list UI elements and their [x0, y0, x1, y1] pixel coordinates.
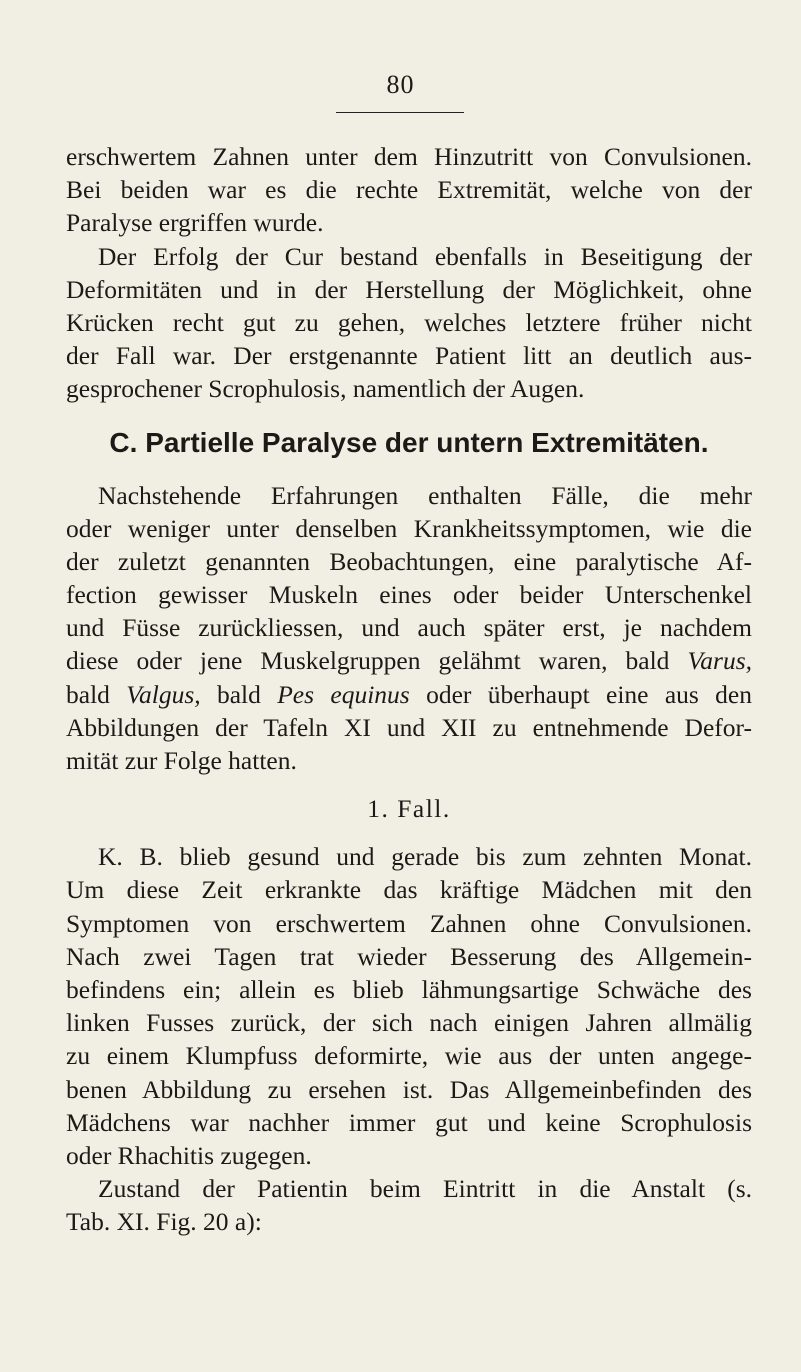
text-line: linken Fusses zurück, der sich nach einigen Jahren allmälig [66, 1008, 752, 1038]
text-line: Abbildungen der Tafeln XI und XII zu entnehmende Defor- [66, 712, 752, 742]
text-run: bald [66, 679, 110, 709]
text-line: Nach zwei Tagen trat wieder Besserung des Allgemein- [66, 941, 752, 971]
italic-term-pes-equinus: Pes equinus [277, 679, 410, 709]
text-line: zu einem Klumpfuss deformirte, wie aus der unten angege- [66, 1041, 752, 1071]
text-line: der Fall war. Der erstgenannte Patient litt an deutlich aus- [66, 341, 752, 371]
paragraph-1 [66, 140, 752, 240]
text-line: oder Rhachitis zugegen. [66, 1140, 312, 1170]
text-line-varus [66, 644, 752, 677]
text-line: Symptomen von erschwertem Zahnen ohne Convulsionen. [66, 908, 752, 938]
text-line: mität zur Folge hatten. [66, 746, 297, 775]
text-line: Um diese Zeit erkrankte das kräftige Mädchen mit den [66, 875, 752, 905]
paragraph-5 [66, 1172, 752, 1238]
text-line: erschwertem Zahnen unter dem Hinzutritt von Convulsionen. [66, 142, 752, 171]
italic-term-valgus: Valgus, [126, 679, 201, 709]
paragraph-2 [66, 240, 752, 406]
text-line: befindens ein; allein es blieb lähmungsartige Schwäche des [66, 974, 752, 1004]
text-line: Zustand der Patientin beim Eintritt in die Anstalt (s. [98, 1174, 752, 1204]
paragraph-3 [66, 479, 752, 778]
text-line: gesprochener Scrophulosis, namentlich der Augen. [66, 374, 585, 404]
text-line-valgus [66, 678, 752, 711]
text-line: und Füsse zurückliessen, und auch später erst, je nachdem [66, 613, 752, 643]
body-text [66, 140, 752, 1238]
text-line: Krücken recht gut zu gehen, welches letztere früher nicht [66, 307, 752, 337]
text-line: oder weniger unter denselben Krankheitssymptomen, wie die [66, 513, 752, 543]
text-run: diese oder jene Muskelgruppen gelähmt waren, bald [66, 646, 670, 676]
text-run: oder überhaupt eine aus den [426, 679, 752, 709]
text-line: Der Erfolg der Cur bestand ebenfalls in Beseitigung der [98, 241, 752, 271]
text-line: Mädchens war nachher immer gut und keine Scrophulosis [66, 1107, 752, 1137]
text-line: benen Abbildung zu ersehen ist. Das Allgemeinbefinden des [66, 1074, 752, 1104]
page-number: 80 [386, 70, 415, 99]
paragraph-4 [66, 840, 752, 1172]
text-line: fection gewisser Muskeln eines oder beider Unterschenkel [66, 580, 752, 610]
header-rule [336, 112, 464, 113]
text-line: Tab. XI. Fig. 20 a): [66, 1207, 262, 1237]
text-line: Deformitäten und in der Herstellung der Möglichkeit, ohne [66, 274, 752, 304]
text-line: Paralyse ergriffen wurde. [66, 208, 324, 238]
text-line: der zuletzt genannten Beobachtungen, eine paralytische Af- [66, 546, 752, 576]
italic-term-varus: Varus, [687, 646, 753, 676]
text-line: Nachstehende Erfahrungen enthalten Fälle, die mehr [98, 480, 752, 510]
text-line: K. B. blieb gesund und gerade bis zum zehnten Monat. [98, 842, 752, 872]
text-run: bald [216, 679, 261, 709]
case-heading: 1. Fall. [367, 794, 451, 824]
text-line: Bei beiden war es die rechte Extremität, welche von der [66, 175, 752, 205]
section-heading: C. Partielle Paralyse der untern Extremitäten. [109, 426, 709, 458]
